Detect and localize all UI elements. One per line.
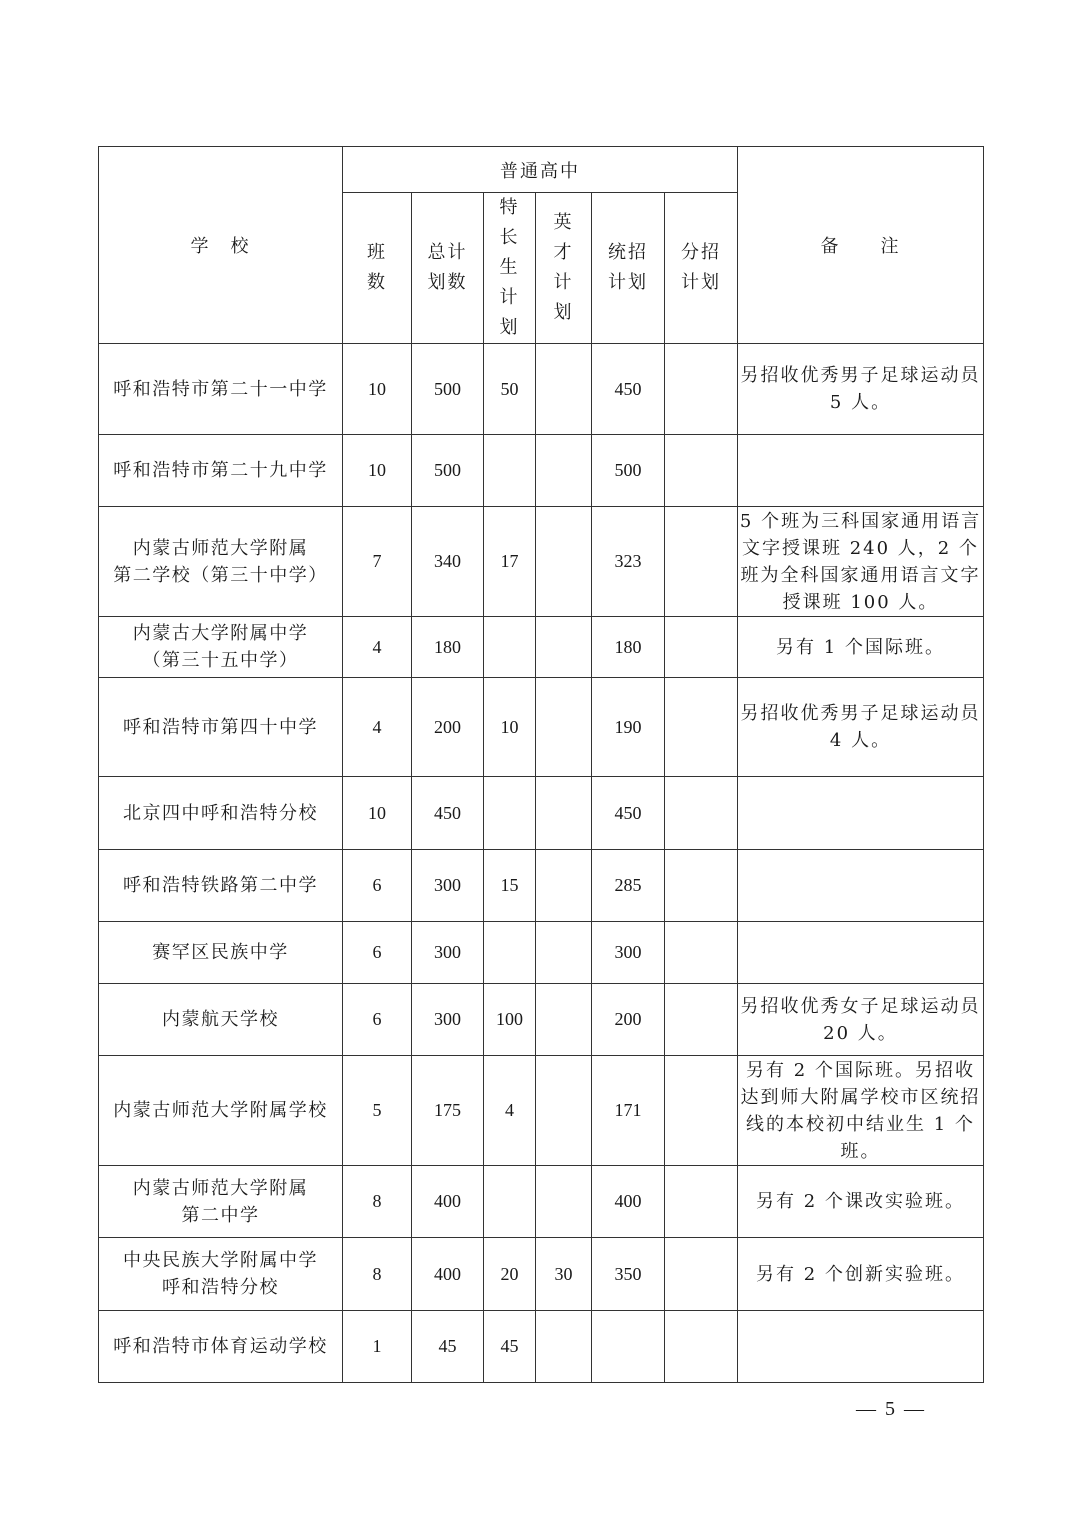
special-cell: 50 [484, 344, 536, 435]
table-row [99, 507, 984, 617]
table-row [99, 984, 984, 1056]
school-name: 赛罕区民族中学 [152, 942, 289, 963]
classes-cell: 4 [343, 617, 412, 678]
special-cell: 20 [484, 1238, 536, 1311]
classes-cell: 6 [343, 922, 412, 984]
special-cell [484, 617, 536, 678]
header-text: 长 [499, 227, 520, 248]
allocated-cell [665, 922, 738, 984]
school-name: 内蒙古师范大学附属 [132, 1177, 309, 1199]
header-text: 数 [367, 272, 387, 293]
elite-cell [536, 344, 592, 435]
classes-cell: 10 [343, 777, 412, 850]
classes-cell: 6 [343, 850, 412, 922]
elite-cell [536, 984, 592, 1056]
header-remarks: 备 注 [738, 147, 984, 344]
remarks-cell: 5 个班为三科国家通用语言文字授课班 240 人，2 个班为全科国家通用语言文字授课班 100 人。 [738, 507, 984, 617]
school-name: 第二中学 [181, 1204, 260, 1226]
table-row [99, 1056, 984, 1166]
school-cell [99, 777, 343, 850]
school-cell [99, 507, 343, 617]
school-cell [99, 984, 343, 1056]
remarks-cell: 另招收优秀女子足球运动员 20 人。 [738, 984, 984, 1056]
school-name: 内蒙航天学校 [162, 1009, 279, 1030]
remarks-cell: 另有 2 个国际班。另招收达到师大附属学校市区统招线的本校初中结业生 1 个班。 [738, 1056, 984, 1166]
unified-cell: 500 [592, 435, 665, 507]
header-elite [536, 193, 592, 344]
allocated-cell [665, 1166, 738, 1238]
special-cell [484, 1166, 536, 1238]
header-special [484, 193, 536, 344]
classes-cell: 8 [343, 1238, 412, 1311]
allocated-cell [665, 507, 738, 617]
table-row [99, 1166, 984, 1238]
allocated-cell [665, 678, 738, 777]
elite-cell [536, 1311, 592, 1383]
table-row [99, 344, 984, 435]
special-cell [484, 777, 536, 850]
elite-cell [536, 1056, 592, 1166]
header-text: 划 [553, 302, 574, 323]
header-text: 分招 [681, 242, 721, 263]
total-cell: 45 [412, 1311, 484, 1383]
header-unified [592, 193, 665, 344]
total-cell: 500 [412, 344, 484, 435]
table-row [99, 435, 984, 507]
header-text: 计划 [681, 272, 721, 293]
header-text: 英 [553, 212, 574, 233]
allocated-cell [665, 435, 738, 507]
total-cell: 300 [412, 850, 484, 922]
school-name: 第二学校（第三十中学） [113, 564, 328, 586]
school-name: 呼和浩特分校 [162, 1277, 279, 1298]
remarks-cell: 另有 2 个课改实验班。 [738, 1166, 984, 1238]
unified-cell [592, 1311, 665, 1383]
remarks-cell [738, 850, 984, 922]
total-cell: 450 [412, 777, 484, 850]
table-row [99, 617, 984, 678]
allocated-cell [665, 344, 738, 435]
header-text: 才 [553, 242, 574, 263]
elite-cell [536, 922, 592, 984]
allocated-cell [665, 617, 738, 678]
classes-cell: 1 [343, 1311, 412, 1383]
school-cell [99, 617, 343, 678]
header-text: 计划 [608, 272, 648, 293]
allocated-cell [665, 1056, 738, 1166]
header-text: 计 [553, 272, 574, 293]
school-cell [99, 1056, 343, 1166]
remarks-cell [738, 435, 984, 507]
remarks-cell: 另有 1 个国际班。 [738, 617, 984, 678]
total-cell: 200 [412, 678, 484, 777]
school-cell [99, 435, 343, 507]
unified-cell: 300 [592, 922, 665, 984]
classes-cell: 8 [343, 1166, 412, 1238]
unified-cell: 350 [592, 1238, 665, 1311]
elite-cell: 30 [536, 1238, 592, 1311]
page-number: — 5 — [856, 1398, 926, 1420]
school-cell [99, 678, 343, 777]
unified-cell: 200 [592, 984, 665, 1056]
remarks-cell: 另有 2 个创新实验班。 [738, 1238, 984, 1311]
school-name: 中央民族大学附属中学 [123, 1250, 318, 1271]
remarks-cell [738, 922, 984, 984]
header-text: 计 [499, 287, 520, 308]
header-allocated [665, 193, 738, 344]
school-name: 呼和浩特市第四十中学 [123, 716, 318, 738]
unified-cell: 190 [592, 678, 665, 777]
special-cell: 15 [484, 850, 536, 922]
classes-cell: 10 [343, 344, 412, 435]
remarks-cell: 另招收优秀男子足球运动员 5 人。 [738, 344, 984, 435]
table-row [99, 678, 984, 777]
enrollment-plan-table [98, 146, 984, 1383]
elite-cell [536, 507, 592, 617]
allocated-cell [665, 1238, 738, 1311]
total-cell: 180 [412, 617, 484, 678]
header-total [412, 193, 484, 344]
special-cell: 100 [484, 984, 536, 1056]
header-text: 划 [499, 317, 520, 338]
remarks-cell [738, 777, 984, 850]
header-text: 生 [499, 257, 520, 278]
table-row [99, 850, 984, 922]
header-group: 普通高中 [343, 147, 738, 193]
school-name: 北京四中呼和浩特分校 [123, 802, 318, 824]
total-cell: 400 [412, 1238, 484, 1311]
school-cell [99, 1238, 343, 1311]
school-name: （第三十五中学） [142, 650, 299, 671]
classes-cell: 10 [343, 435, 412, 507]
elite-cell [536, 850, 592, 922]
school-name: 呼和浩特市体育运动学校 [113, 1336, 328, 1357]
table-row [99, 1311, 984, 1383]
total-cell: 300 [412, 922, 484, 984]
elite-cell [536, 1166, 592, 1238]
allocated-cell [665, 777, 738, 850]
unified-cell: 450 [592, 777, 665, 850]
school-name: 呼和浩特市第二十一中学 [113, 378, 328, 400]
unified-cell: 285 [592, 850, 665, 922]
header-classes [343, 193, 412, 344]
special-cell: 10 [484, 678, 536, 777]
header-text: 统招 [608, 242, 648, 263]
classes-cell: 7 [343, 507, 412, 617]
elite-cell [536, 435, 592, 507]
allocated-cell [665, 850, 738, 922]
header-text: 总计 [427, 242, 468, 263]
school-cell [99, 1311, 343, 1383]
elite-cell [536, 617, 592, 678]
school-cell [99, 922, 343, 984]
special-cell: 17 [484, 507, 536, 617]
special-cell: 4 [484, 1056, 536, 1166]
table-row [99, 777, 984, 850]
header-text: 特 [499, 197, 520, 218]
header-text: 划数 [427, 272, 468, 293]
remarks-cell: 另招收优秀男子足球运动员 4 人。 [738, 678, 984, 777]
special-cell [484, 922, 536, 984]
allocated-cell [665, 1311, 738, 1383]
classes-cell: 6 [343, 984, 412, 1056]
unified-cell: 450 [592, 344, 665, 435]
special-cell: 45 [484, 1311, 536, 1383]
table-row [99, 922, 984, 984]
unified-cell: 323 [592, 507, 665, 617]
header-text: 班 [367, 242, 387, 263]
total-cell: 175 [412, 1056, 484, 1166]
table-row [99, 1238, 984, 1311]
school-name: 呼和浩特铁路第二中学 [123, 875, 318, 896]
school-name: 内蒙古师范大学附属学校 [113, 1100, 328, 1121]
elite-cell [536, 678, 592, 777]
total-cell: 300 [412, 984, 484, 1056]
total-cell: 340 [412, 507, 484, 617]
header-school: 学 校 [99, 147, 343, 344]
school-name: 呼和浩特市第二十九中学 [113, 460, 328, 481]
classes-cell: 5 [343, 1056, 412, 1166]
allocated-cell [665, 984, 738, 1056]
unified-cell: 400 [592, 1166, 665, 1238]
unified-cell: 180 [592, 617, 665, 678]
total-cell: 500 [412, 435, 484, 507]
special-cell [484, 435, 536, 507]
school-cell [99, 850, 343, 922]
school-cell [99, 1166, 343, 1238]
remarks-cell [738, 1311, 984, 1383]
classes-cell: 4 [343, 678, 412, 777]
school-name: 内蒙古大学附属中学 [132, 623, 309, 644]
unified-cell: 171 [592, 1056, 665, 1166]
school-name: 内蒙古师范大学附属 [132, 537, 309, 559]
school-cell [99, 344, 343, 435]
total-cell: 400 [412, 1166, 484, 1238]
elite-cell [536, 777, 592, 850]
